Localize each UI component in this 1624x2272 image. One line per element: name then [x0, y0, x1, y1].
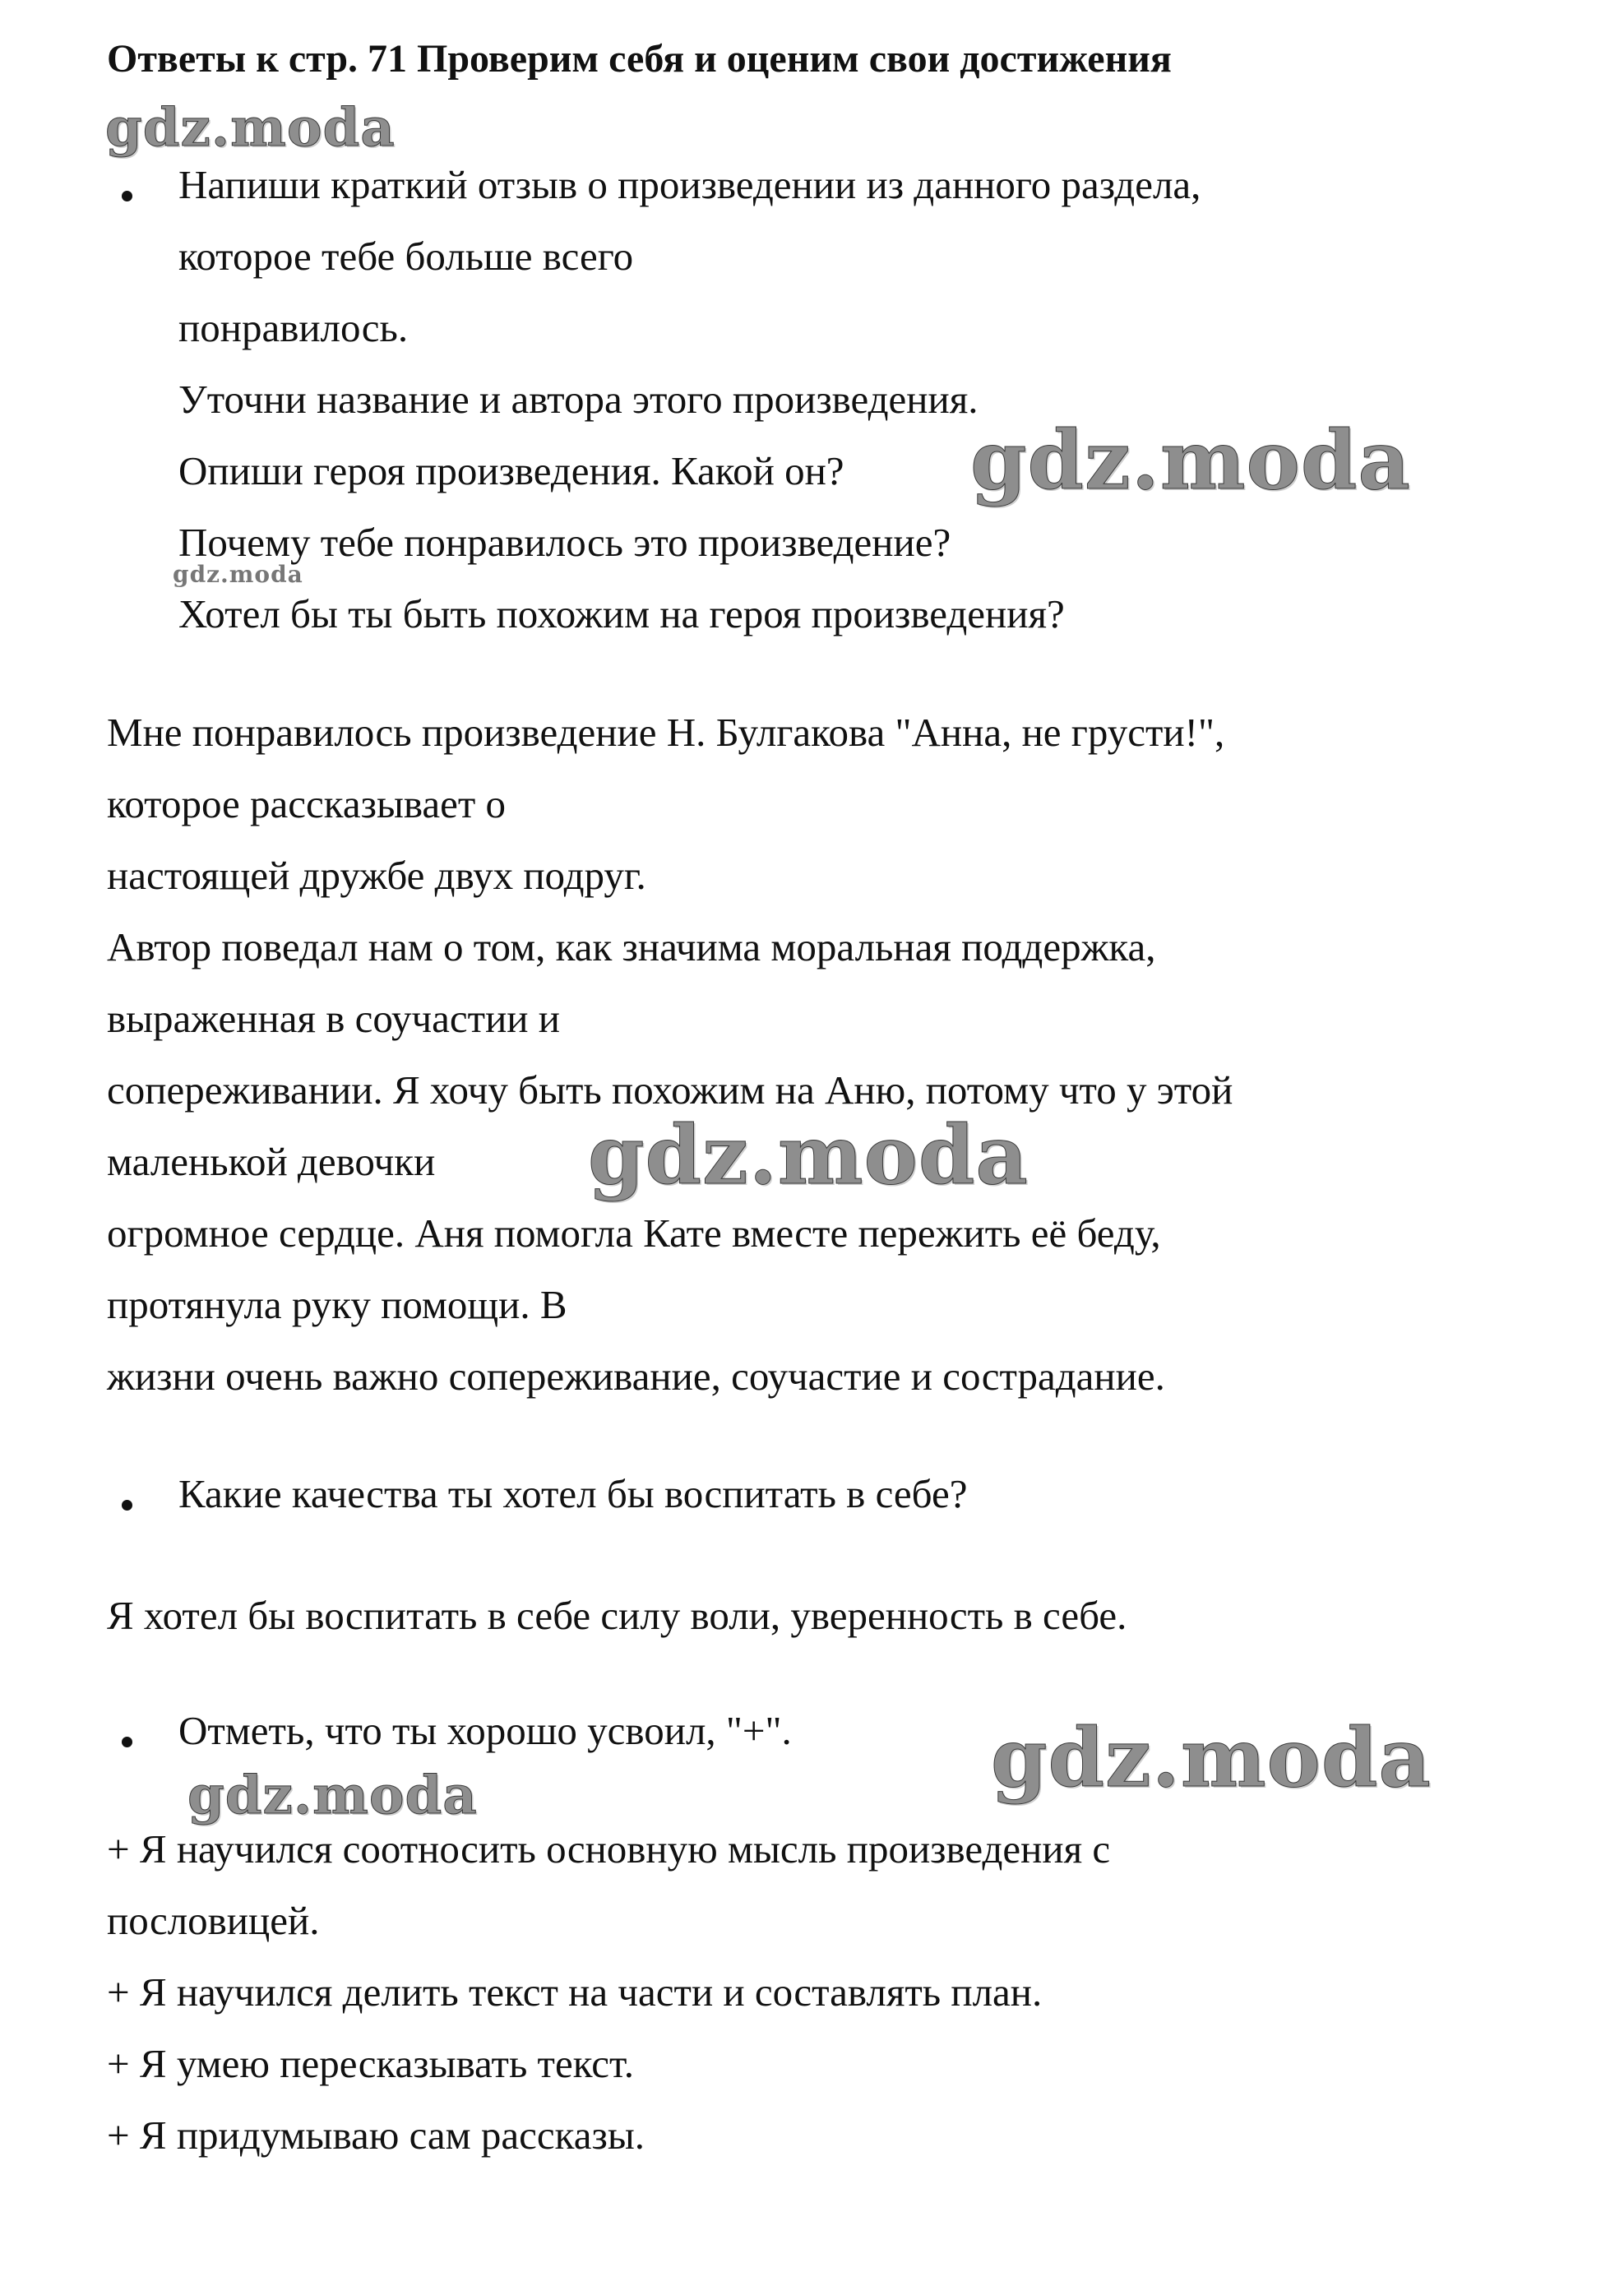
- question-line: Хотел бы ты быть похожим на героя произведения?: [178, 591, 1065, 636]
- answer-line: настоящей дружбе двух подруг.: [107, 853, 646, 898]
- watermark: gdz.moda: [970, 414, 1411, 508]
- checklist-item: + Я придумываю сам рассказы.: [107, 2112, 645, 2158]
- question-line: Напиши краткий отзыв о произведении из данного раздела,: [178, 162, 1201, 207]
- checklist-item: пословицей.: [107, 1898, 320, 1943]
- answer-line: Я хотел бы воспитать в себе силу воли, уверенность в себе.: [107, 1593, 1127, 1638]
- checklist-item: + Я умею пересказывать текст.: [107, 2041, 635, 2086]
- answer-line: маленькой девочки: [107, 1139, 436, 1184]
- answer-line: которое рассказывает о: [107, 781, 507, 826]
- question-line: Отметь, что ты хорошо усвоил, "+".: [178, 1708, 792, 1753]
- checklist-item: + Я научился делить текст на части и составлять план.: [107, 1969, 1043, 2015]
- answer-line: Автор поведал нам о том, как значима моральная поддержка,: [107, 924, 1156, 969]
- answer-line: протянула руку помощи. В: [107, 1282, 567, 1327]
- question-line: Уточни название и автора этого произведения.: [178, 377, 979, 422]
- question-line: Почему тебе понравилось это произведение?: [178, 520, 951, 565]
- question-line: понравилось.: [178, 305, 409, 350]
- question-line: Опиши героя произведения. Какой он?: [178, 448, 844, 493]
- watermark: gdz.moda: [173, 561, 303, 588]
- answer-line: выраженная в соучастии и: [107, 996, 560, 1041]
- answer-line: жизни очень важно сопереживание, соучастие и сострадание.: [107, 1353, 1165, 1399]
- answer-line: огромное сердце. Аня помогла Кате вместе пережить её беду,: [107, 1210, 1161, 1256]
- watermark: gdz.moda: [187, 1765, 478, 1826]
- watermark: gdz.moda: [105, 97, 396, 159]
- bullet: [122, 1500, 132, 1511]
- answer-line: Мне понравилось произведение Н. Булгакова "Анна, не грусти!",: [107, 710, 1225, 755]
- watermark: gdz.moda: [991, 1711, 1432, 1806]
- question-line: которое тебе больше всего: [178, 234, 634, 279]
- answer-line: сопереживании. Я хочу быть похожим на Аню, потому что у этой: [107, 1067, 1233, 1113]
- bullet: [122, 191, 132, 201]
- page-title: Ответы к стр. 71 Проверим себя и оценим свои достижения: [107, 37, 1172, 81]
- question-line: Какие качества ты хотел бы воспитать в себе?: [178, 1471, 968, 1516]
- checklist-item: + Я научился соотносить основную мысль произведения с: [107, 1826, 1111, 1872]
- bullet: [122, 1737, 132, 1747]
- watermark: gdz.moda: [588, 1108, 1029, 1203]
